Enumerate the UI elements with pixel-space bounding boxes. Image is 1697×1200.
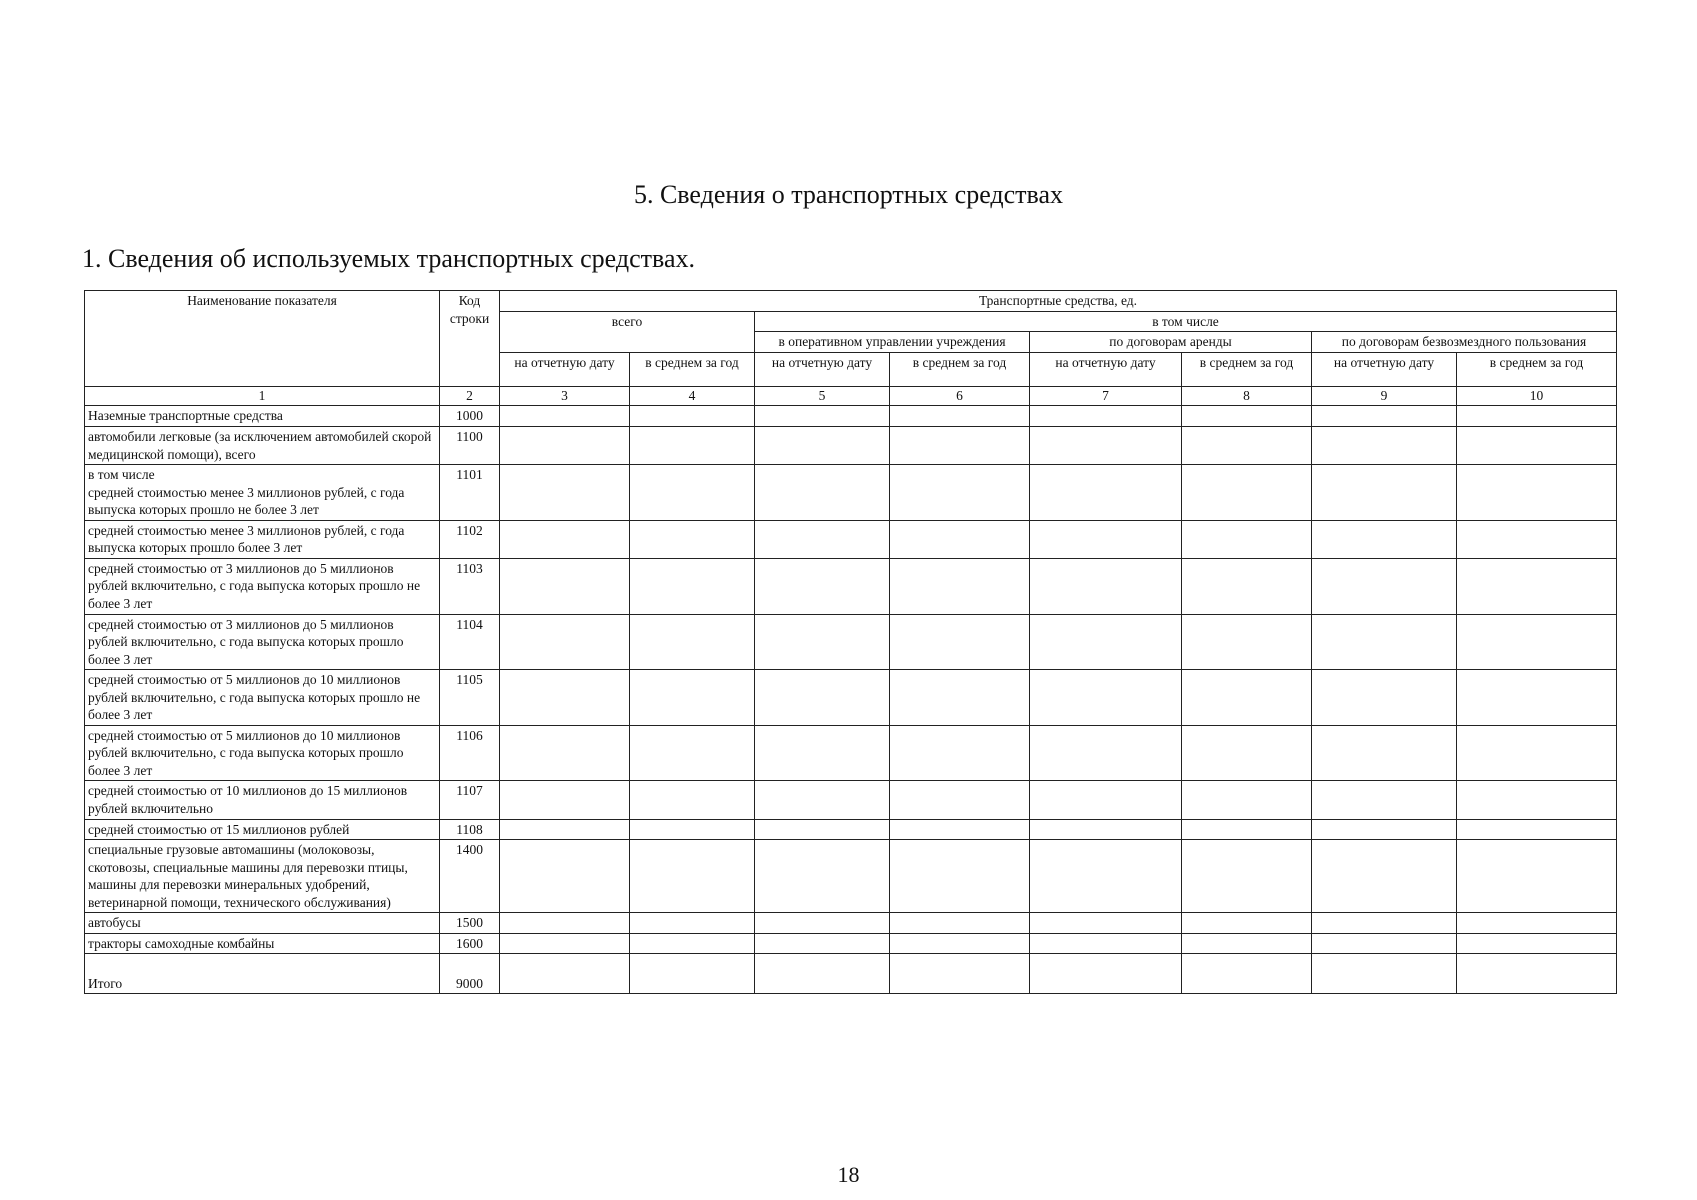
column-number: 1 xyxy=(85,386,440,406)
value-cell[interactable] xyxy=(630,614,755,670)
value-cell[interactable] xyxy=(1030,913,1182,934)
value-cell[interactable] xyxy=(890,670,1030,726)
row-code: 1500 xyxy=(440,913,500,934)
value-cell[interactable] xyxy=(1030,614,1182,670)
value-cell[interactable] xyxy=(890,954,1030,994)
value-cell[interactable] xyxy=(1182,933,1312,954)
value-cell[interactable] xyxy=(890,558,1030,614)
row-indicator-name: средней стоимостью от 15 миллионов рублей xyxy=(85,819,440,840)
value-cell[interactable] xyxy=(1182,406,1312,427)
row-indicator-name: средней стоимостью от 3 миллионов до 5 миллионов рублей включительно, с года выпуска которых прошло более 3 лет xyxy=(85,614,440,670)
header-lease-reporting-date: на отчетную дату xyxy=(1030,352,1182,386)
value-cell[interactable] xyxy=(1030,427,1182,465)
table-row xyxy=(85,614,1617,670)
value-cell[interactable] xyxy=(1030,954,1182,994)
value-cell[interactable] xyxy=(755,781,890,819)
header-lease-avg-year: в среднем за год xyxy=(1182,352,1312,386)
row-code: 1104 xyxy=(440,614,500,670)
value-cell[interactable] xyxy=(890,465,1030,521)
value-cell[interactable] xyxy=(1182,725,1312,781)
page-number: 18 xyxy=(837,1162,860,1187)
value-cell[interactable] xyxy=(1312,465,1457,521)
value-cell[interactable] xyxy=(890,933,1030,954)
value-cell[interactable] xyxy=(890,725,1030,781)
value-cell[interactable] xyxy=(1182,954,1312,994)
value-cell[interactable] xyxy=(1030,933,1182,954)
value-cell[interactable] xyxy=(1457,933,1617,954)
value-cell[interactable] xyxy=(1312,781,1457,819)
header-transport: Транспортные средства, ед. xyxy=(500,291,1617,312)
table-row xyxy=(85,725,1617,781)
section-subtitle: 1. Сведения об используемых транспортных средствах. xyxy=(82,244,695,273)
value-cell[interactable] xyxy=(890,520,1030,558)
row-code: 9000 xyxy=(440,954,500,994)
row-indicator-name: средней стоимостью от 10 миллионов до 15 миллионов рублей включительно xyxy=(85,781,440,819)
value-cell[interactable] xyxy=(1182,465,1312,521)
value-cell[interactable] xyxy=(1457,913,1617,934)
value-cell[interactable] xyxy=(755,819,890,840)
table-row xyxy=(85,520,1617,558)
column-number: 3 xyxy=(500,386,630,406)
row-indicator-name: средней стоимостью менее 3 миллионов рублей, с года выпуска которых прошло более 3 лет xyxy=(85,520,440,558)
value-cell[interactable] xyxy=(500,614,630,670)
value-cell[interactable] xyxy=(1182,427,1312,465)
value-cell[interactable] xyxy=(890,406,1030,427)
column-number: 9 xyxy=(1312,386,1457,406)
value-cell[interactable] xyxy=(630,819,755,840)
value-cell[interactable] xyxy=(755,406,890,427)
value-cell[interactable] xyxy=(755,670,890,726)
value-cell[interactable] xyxy=(1182,558,1312,614)
value-cell[interactable] xyxy=(500,933,630,954)
value-cell[interactable] xyxy=(1030,725,1182,781)
table-row xyxy=(85,465,1617,521)
value-cell[interactable] xyxy=(1457,781,1617,819)
value-cell[interactable] xyxy=(755,913,890,934)
value-cell[interactable] xyxy=(630,520,755,558)
value-cell[interactable] xyxy=(755,933,890,954)
value-cell[interactable] xyxy=(1457,406,1617,427)
row-indicator-name: тракторы самоходные комбайны xyxy=(85,933,440,954)
value-cell[interactable] xyxy=(890,614,1030,670)
value-cell[interactable] xyxy=(630,427,755,465)
row-code: 1105 xyxy=(440,670,500,726)
value-cell[interactable] xyxy=(630,840,755,913)
column-numbers-row xyxy=(85,386,1617,406)
value-cell[interactable] xyxy=(630,781,755,819)
header-code: Код строки xyxy=(440,291,500,387)
value-cell[interactable] xyxy=(1030,840,1182,913)
row-code: 1106 xyxy=(440,725,500,781)
value-cell[interactable] xyxy=(500,465,630,521)
row-indicator-name: специальные грузовые автомашины (молоковозы, скотовозы, специальные машины для перевозки птицы, машины для перевозки минеральных удобрений, ветеринарной помощи, технического обслуживания) xyxy=(85,840,440,913)
table-row xyxy=(85,558,1617,614)
value-cell[interactable] xyxy=(500,819,630,840)
header-total-avg-year: в среднем за год xyxy=(630,352,755,386)
row-indicator-name: автомобили легковые (за исключением автомобилей скорой медицинской помощи), всего xyxy=(85,427,440,465)
value-cell[interactable] xyxy=(1030,465,1182,521)
value-cell[interactable] xyxy=(630,954,755,994)
value-cell[interactable] xyxy=(755,465,890,521)
row-indicator-name: средней стоимостью от 5 миллионов до 10 миллионов рублей включительно, с года выпуска которых прошло более 3 лет xyxy=(85,725,440,781)
row-indicator-name: в том числе средней стоимостью менее 3 миллионов рублей, с года выпуска которых прошло не более 3 лет xyxy=(85,465,440,521)
value-cell[interactable] xyxy=(1312,913,1457,934)
column-number: 8 xyxy=(1182,386,1312,406)
value-cell[interactable] xyxy=(500,520,630,558)
row-code: 1101 xyxy=(440,465,500,521)
table-row xyxy=(85,954,1617,994)
value-cell[interactable] xyxy=(755,520,890,558)
value-cell[interactable] xyxy=(500,781,630,819)
column-number: 10 xyxy=(1457,386,1617,406)
value-cell[interactable] xyxy=(630,725,755,781)
value-cell[interactable] xyxy=(1457,954,1617,994)
value-cell[interactable] xyxy=(755,840,890,913)
value-cell[interactable] xyxy=(1457,427,1617,465)
table-row xyxy=(85,427,1617,465)
value-cell[interactable] xyxy=(630,670,755,726)
value-cell[interactable] xyxy=(1182,614,1312,670)
value-cell[interactable] xyxy=(1312,406,1457,427)
row-code: 1600 xyxy=(440,933,500,954)
value-cell[interactable] xyxy=(500,670,630,726)
table-row xyxy=(85,819,1617,840)
row-code: 1107 xyxy=(440,781,500,819)
header-operational-reporting-date: на отчетную дату xyxy=(755,352,890,386)
value-cell[interactable] xyxy=(1182,520,1312,558)
value-cell[interactable] xyxy=(1182,840,1312,913)
value-cell[interactable] xyxy=(500,913,630,934)
table-row xyxy=(85,406,1617,427)
value-cell[interactable] xyxy=(1030,558,1182,614)
value-cell[interactable] xyxy=(1030,406,1182,427)
value-cell[interactable] xyxy=(500,954,630,994)
value-cell[interactable] xyxy=(630,465,755,521)
value-cell[interactable] xyxy=(1030,670,1182,726)
table-row xyxy=(85,670,1617,726)
value-cell[interactable] xyxy=(1312,670,1457,726)
value-cell[interactable] xyxy=(500,725,630,781)
table-row xyxy=(85,933,1617,954)
value-cell[interactable] xyxy=(1182,781,1312,819)
header-total: всего xyxy=(500,311,755,352)
column-number: 5 xyxy=(755,386,890,406)
value-cell[interactable] xyxy=(890,427,1030,465)
row-code: 1000 xyxy=(440,406,500,427)
value-cell[interactable] xyxy=(1457,558,1617,614)
value-cell[interactable] xyxy=(1457,725,1617,781)
row-code: 1400 xyxy=(440,840,500,913)
table-body xyxy=(85,406,1617,994)
value-cell[interactable] xyxy=(1457,465,1617,521)
value-cell[interactable] xyxy=(1312,558,1457,614)
header-operational: в оперативном управлении учреждения xyxy=(755,332,1030,353)
row-indicator-name: Итого xyxy=(85,954,440,994)
header-indicator: Наименование показателя xyxy=(85,291,440,387)
header-free-use: по договорам безвозмездного пользования xyxy=(1312,332,1617,353)
value-cell[interactable] xyxy=(1312,614,1457,670)
value-cell[interactable] xyxy=(630,558,755,614)
table-row xyxy=(85,781,1617,819)
value-cell[interactable] xyxy=(890,819,1030,840)
value-cell[interactable] xyxy=(500,427,630,465)
row-indicator-name: автобусы xyxy=(85,913,440,934)
value-cell[interactable] xyxy=(1312,954,1457,994)
value-cell[interactable] xyxy=(1182,819,1312,840)
table-header xyxy=(85,291,1617,406)
column-number: 7 xyxy=(1030,386,1182,406)
row-indicator-name: Наземные транспортные средства xyxy=(85,406,440,427)
value-cell[interactable] xyxy=(1030,520,1182,558)
transport-form-table xyxy=(84,290,1617,994)
value-cell[interactable] xyxy=(755,954,890,994)
value-cell[interactable] xyxy=(500,558,630,614)
value-cell[interactable] xyxy=(1182,913,1312,934)
value-cell[interactable] xyxy=(1457,840,1617,913)
row-code: 1100 xyxy=(440,427,500,465)
column-number: 4 xyxy=(630,386,755,406)
value-cell[interactable] xyxy=(630,913,755,934)
value-cell[interactable] xyxy=(630,406,755,427)
value-cell[interactable] xyxy=(890,840,1030,913)
value-cell[interactable] xyxy=(755,614,890,670)
page-title: 5. Сведения о транспортных средствах xyxy=(633,180,1064,209)
value-cell[interactable] xyxy=(1312,520,1457,558)
row-indicator-name: средней стоимостью от 5 миллионов до 10 миллионов рублей включительно, с года выпуска которых прошло не более 3 лет xyxy=(85,670,440,726)
value-cell[interactable] xyxy=(1312,725,1457,781)
value-cell[interactable] xyxy=(1312,933,1457,954)
row-indicator-name: средней стоимостью от 3 миллионов до 5 миллионов рублей включительно, с года выпуска которых прошло не более 3 лет xyxy=(85,558,440,614)
value-cell[interactable] xyxy=(1457,819,1617,840)
column-number: 2 xyxy=(440,386,500,406)
header-free-use-reporting-date: на отчетную дату xyxy=(1312,352,1457,386)
header-operational-avg-year: в среднем за год xyxy=(890,352,1030,386)
value-cell[interactable] xyxy=(890,781,1030,819)
row-code: 1108 xyxy=(440,819,500,840)
header-lease: по договорам аренды xyxy=(1030,332,1312,353)
value-cell[interactable] xyxy=(1312,427,1457,465)
value-cell[interactable] xyxy=(630,933,755,954)
value-cell[interactable] xyxy=(1457,614,1617,670)
table-row xyxy=(85,913,1617,934)
value-cell[interactable] xyxy=(1030,819,1182,840)
header-including: в том числе xyxy=(755,311,1617,332)
value-cell[interactable] xyxy=(1457,520,1617,558)
value-cell[interactable] xyxy=(755,558,890,614)
value-cell[interactable] xyxy=(1457,670,1617,726)
value-cell[interactable] xyxy=(1030,781,1182,819)
column-number: 6 xyxy=(890,386,1030,406)
value-cell[interactable] xyxy=(1312,840,1457,913)
table-row xyxy=(85,840,1617,913)
header-total-reporting-date: на отчетную дату xyxy=(500,352,630,386)
row-code: 1103 xyxy=(440,558,500,614)
value-cell[interactable] xyxy=(1182,670,1312,726)
value-cell[interactable] xyxy=(755,725,890,781)
row-code: 1102 xyxy=(440,520,500,558)
value-cell[interactable] xyxy=(500,840,630,913)
value-cell[interactable] xyxy=(1312,819,1457,840)
value-cell[interactable] xyxy=(500,406,630,427)
value-cell[interactable] xyxy=(890,913,1030,934)
header-free-use-avg-year: в среднем за год xyxy=(1457,352,1617,386)
value-cell[interactable] xyxy=(755,427,890,465)
